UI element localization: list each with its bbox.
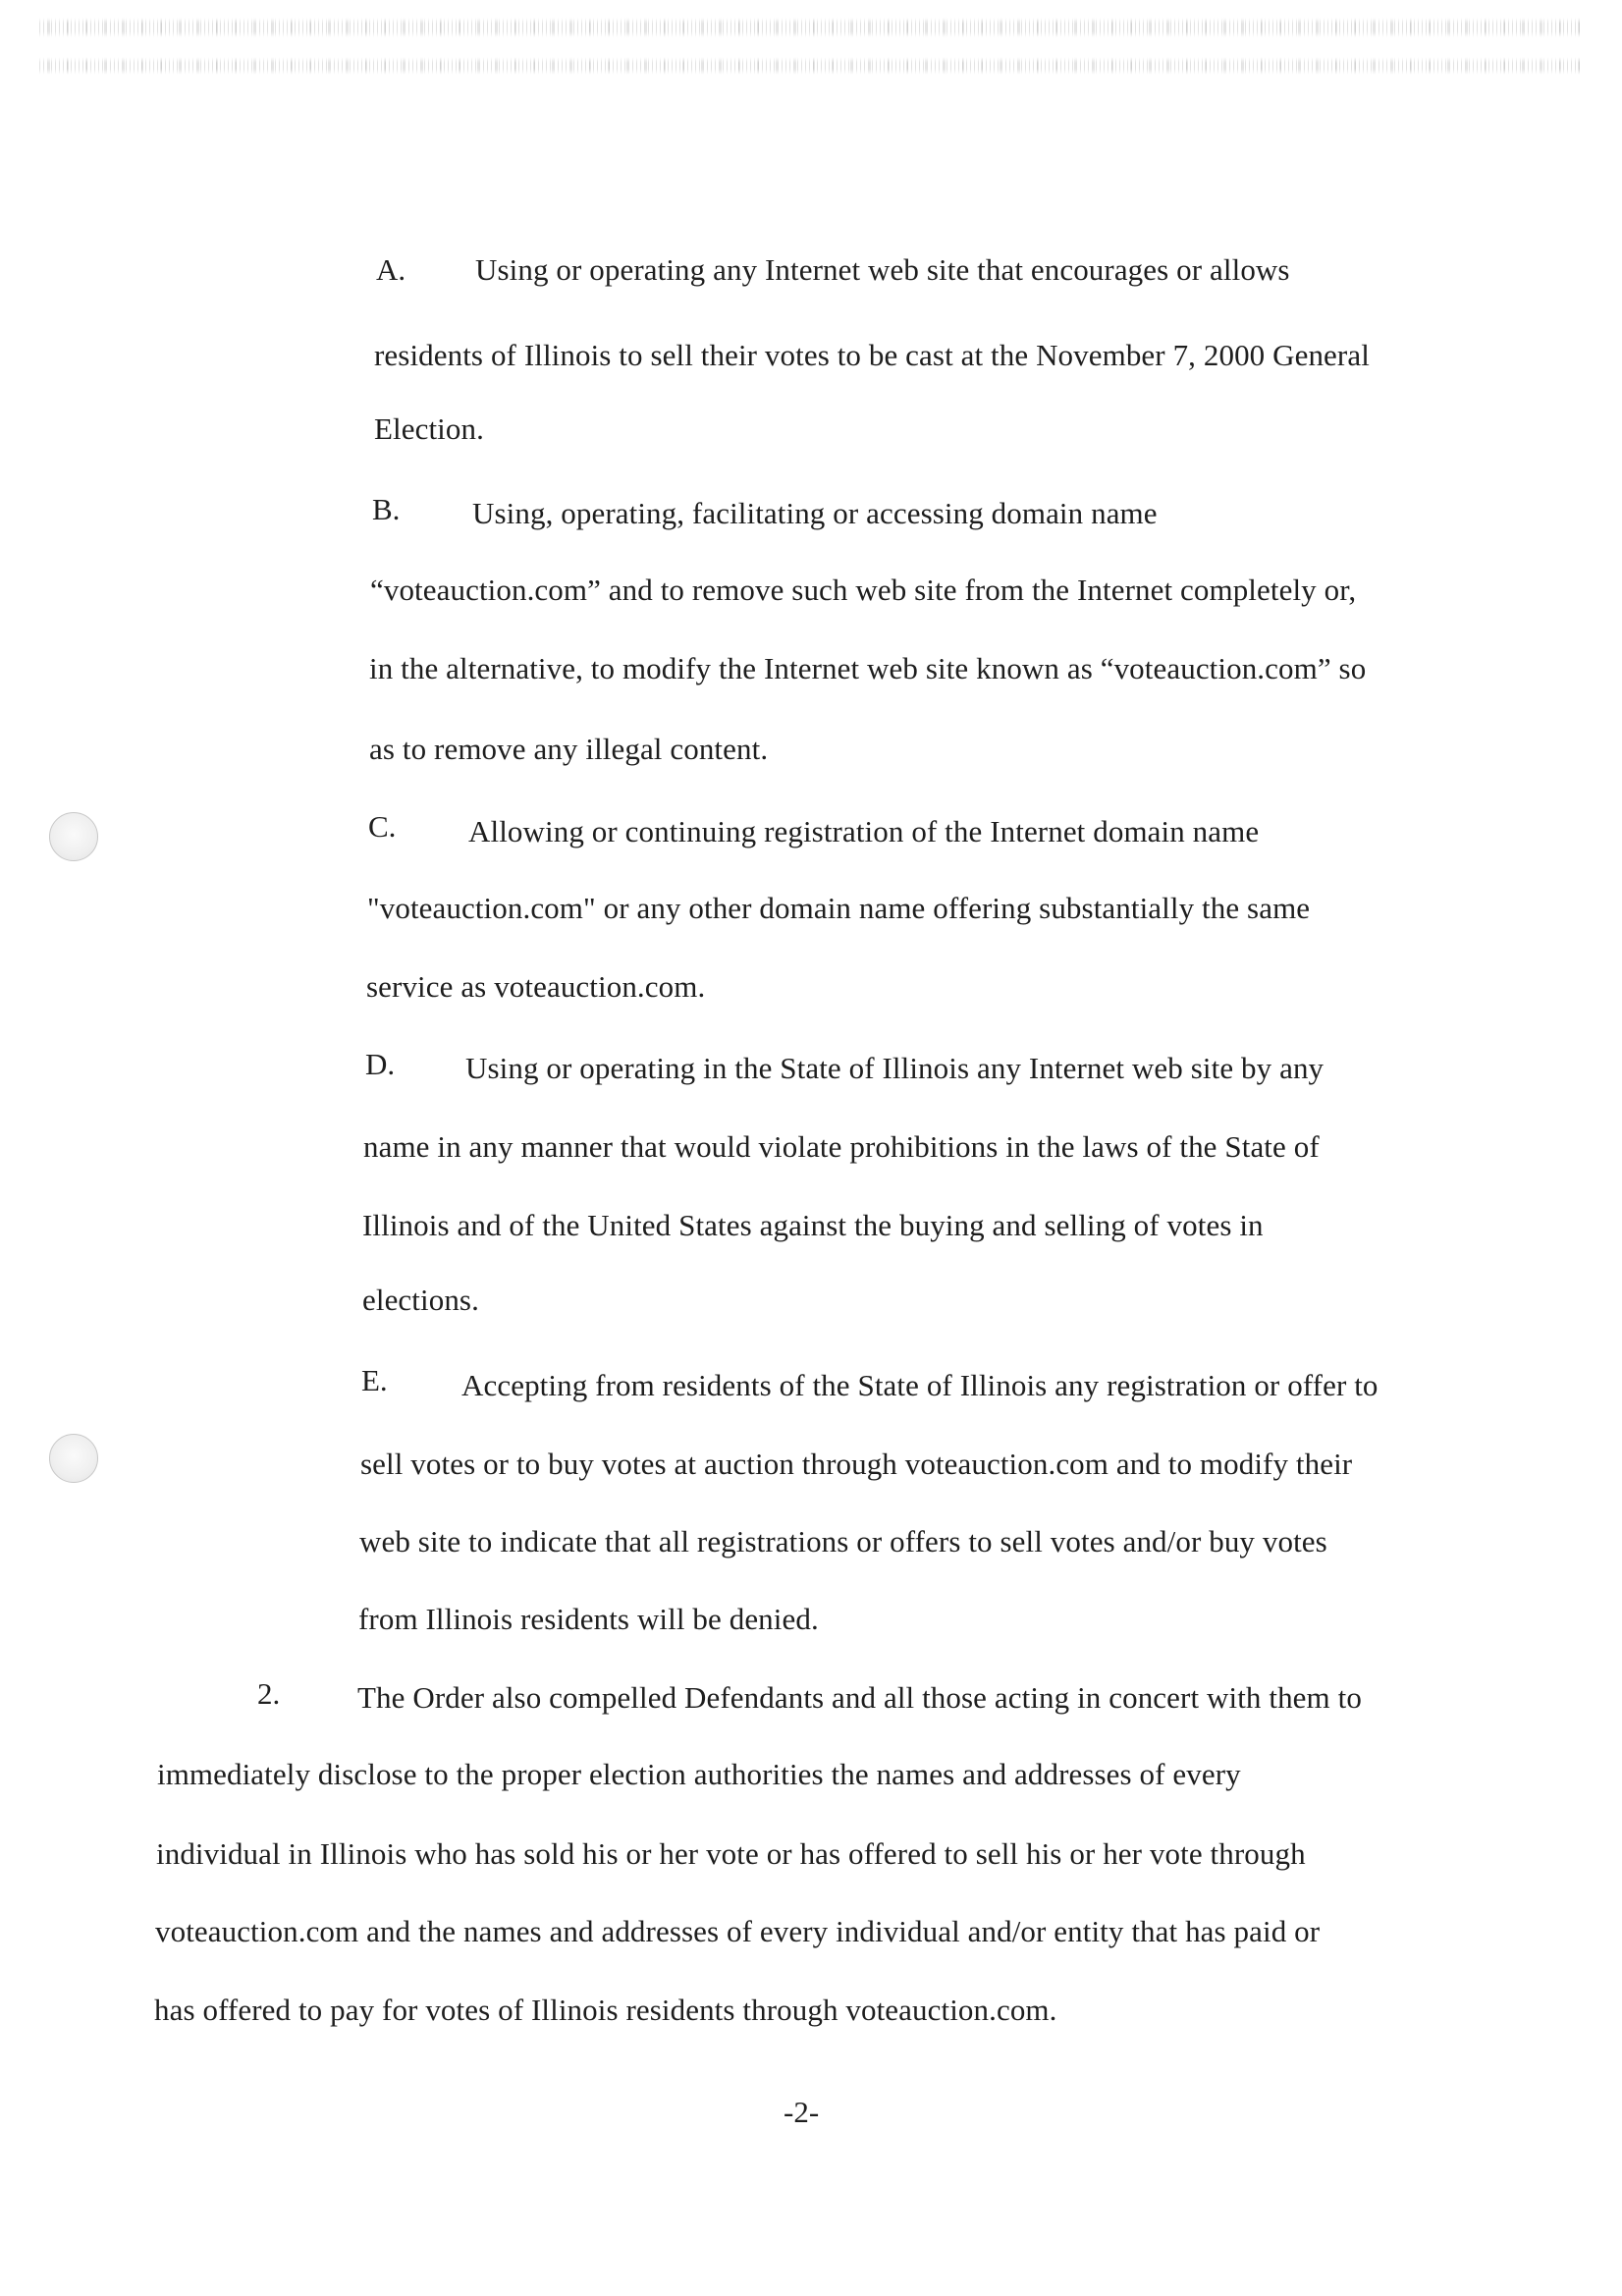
paragraph-2-line-5: has offered to pay for votes of Illinois residents through voteauction.com.: [154, 1993, 1057, 2027]
item-a-line-3: Election.: [374, 411, 484, 446]
item-e-line-3: web site to indicate that all registrations or offers to sell votes and/or buy votes: [359, 1524, 1327, 1558]
paragraph-2-line-1: The Order also compelled Defendants and all those acting in concert with them to: [357, 1680, 1362, 1715]
item-e-line-4: from Illinois residents will be denied.: [358, 1602, 819, 1636]
item-d-label: D.: [365, 1047, 396, 1081]
item-b-line-1: Using, operating, facilitating or accessing domain name: [472, 496, 1158, 530]
item-d-line-2: name in any manner that would violate prohibitions in the laws of the State of: [363, 1129, 1320, 1164]
paragraph-2-number: 2.: [257, 1676, 281, 1711]
item-c-line-2: "voteauction.com" or any other domain name offering substantially the same: [367, 891, 1311, 925]
item-d-line-4: elections.: [362, 1283, 479, 1317]
punch-hole-lower: [49, 1434, 98, 1483]
item-b-line-2: “voteauction.com” and to remove such web site from the Internet completely or,: [370, 573, 1357, 607]
page-number: -2-: [784, 2095, 820, 2129]
paragraph-2-line-3: individual in Illinois who has sold his or her vote or has offered to sell his or her vote through: [156, 1836, 1306, 1871]
item-b-line-3: in the alternative, to modify the Internet web site known as “voteauction.com” so: [369, 651, 1367, 685]
paragraph-2-line-4: voteauction.com and the names and addresses of every individual and/or entity that has paid or: [155, 1914, 1321, 1948]
item-a-label: A.: [376, 252, 406, 287]
item-e-line-1: Accepting from residents of the State of Illinois any registration or offer to: [461, 1368, 1379, 1402]
item-c-label: C.: [368, 809, 397, 844]
item-b-line-4: as to remove any illegal content.: [369, 732, 769, 766]
item-d-line-3: Illinois and of the United States against the buying and selling of votes in: [362, 1208, 1264, 1242]
item-b-label: B.: [372, 492, 401, 526]
item-d-line-1: Using or operating in the State of Illinois any Internet web site by any: [465, 1051, 1325, 1085]
item-c-line-3: service as voteauction.com.: [366, 969, 706, 1004]
scan-noise-strip: [39, 18, 1581, 77]
item-c-line-1: Allowing or continuing registration of the Internet domain name: [468, 814, 1260, 848]
item-e-label: E.: [361, 1363, 388, 1397]
item-a-line-1: Using or operating any Internet web site that encourages or allows: [475, 252, 1290, 287]
paragraph-2-line-2: immediately disclose to the proper election authorities the names and addresses of every: [157, 1757, 1241, 1791]
item-a-line-2: residents of Illinois to sell their votes to be cast at the November 7, 2000 General: [374, 338, 1370, 372]
punch-hole-upper: [49, 812, 98, 861]
item-e-line-2: sell votes or to buy votes at auction through voteauction.com and to modify their: [360, 1447, 1353, 1481]
